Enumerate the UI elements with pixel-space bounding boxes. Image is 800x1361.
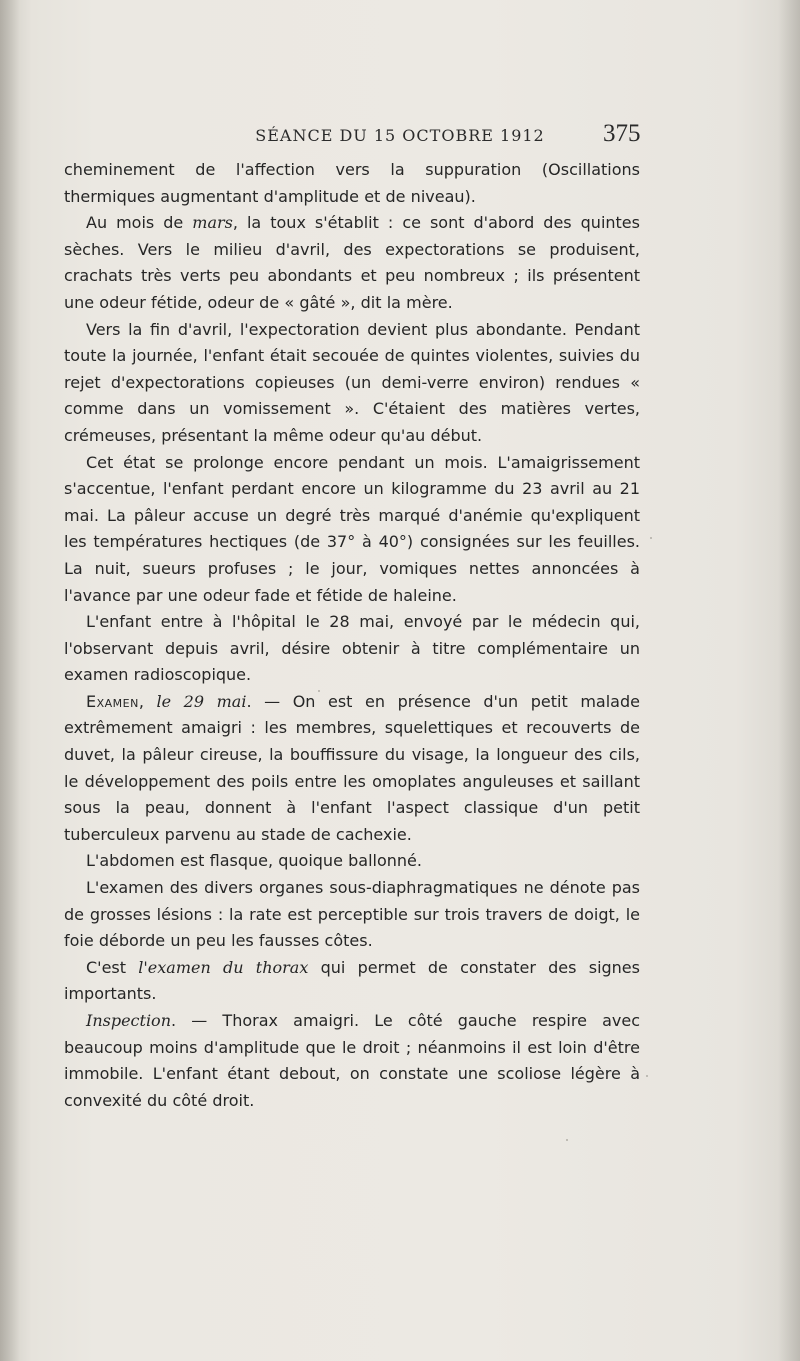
paper-speck [566, 1139, 568, 1141]
examen-heading: Examen [86, 691, 139, 711]
paragraph-10-text: . — Thorax amaigri. Le côté gauche respire avec beaucoup moins d'amplitude que le droit ; néanmoins il est loin d'être immobile. L'enfant étant debout, on constate une scoliose légère à convexité du côté droit. [64, 1011, 640, 1110]
page-header [0, 118, 800, 152]
paragraph-2-lead: Au mois de [86, 213, 193, 233]
paragraph-6-text: . — On est en présence d'un petit malade extrêmement amaigri : les membres, squelettiques et recouverts de duvet, la pâleur cireuse, la bouffissure du visage, la longueur des cils, le développement des poils entre les omoplates anguleuses et saillant sous la peau, donnent à l'enfant l'aspect classique d'un petit tuberculeux parvenu au stade de cachexie. [64, 691, 640, 844]
paragraph-1 [64, 157, 640, 210]
paragraph-10 [64, 1008, 640, 1114]
paragraph-5-text: L'enfant entre à l'hôpital le 28 mai, envoyé par le médecin qui, l'observant depuis avril, désire obtenir à titre complémentaire un examen radioscopique. [64, 612, 640, 685]
paragraph-2-italic-month: mars [192, 213, 233, 233]
paper-speck [650, 537, 652, 539]
examen-comma: , [138, 691, 157, 711]
page-number: 375 [603, 120, 641, 147]
running-head: SÉANCE DU 15 OCTOBRE 1912 [255, 126, 545, 145]
paragraph-3-text: Vers la fin d'avril, l'expectoration devient plus abondante. Pendant toute la journée, l'enfant était secouée de quintes violentes, suivies du rejet d'expectorations copieuses (un demi-verre environ) rendues « comme dans un vomissement ». C'étaient des matières vertes, crémeuses, présentant la même odeur qu'au début. [64, 319, 640, 445]
paragraph-9 [64, 955, 640, 1008]
paragraph-4 [64, 450, 640, 610]
paragraph-4-text: Cet état se prolonge encore pendant un mois. L'amaigrissement s'accentue, l'enfant perdant encore un kilogramme du 23 avril au 21 mai. La pâleur accuse un degré très marqué d'anémie qu'expliquent les températures hectiques (de 37° à 40°) consignées sur les feuilles. La nuit, sueurs profuses ; le jour, vomiques nettes annoncées à l'avance par une odeur fade et fétide de haleine. [64, 452, 640, 605]
paragraph-9-italic-phrase: l'examen du thorax [138, 957, 309, 977]
paper-speck [318, 690, 320, 692]
paragraph-5 [64, 609, 640, 689]
paragraph-7-text: L'abdomen est flasque, quoique ballonné. [86, 851, 422, 871]
examen-date: le 29 mai [156, 691, 247, 711]
paragraph-8-text: L'examen des divers organes sous-diaphragmatiques ne dénote pas de grosses lésions : la rate est perceptible sur trois travers de doigt, le foie déborde un peu les fausses côtes. [64, 878, 640, 951]
binding-shadow [0, 0, 20, 1361]
paper-speck [646, 1075, 648, 1077]
paragraph-8 [64, 875, 640, 955]
paragraph-9-text: qui permet de constater des signes importants. [64, 957, 640, 1004]
paragraph-2 [64, 210, 640, 316]
inspection-heading: Inspection [86, 1011, 171, 1030]
paragraph-9-lead: C'est [86, 957, 139, 977]
paragraph-6 [64, 689, 640, 849]
page-edge-shadow [778, 0, 800, 1361]
body-text [64, 157, 640, 1114]
paragraph-7 [64, 848, 640, 875]
paragraph-2-text: , la toux s'établit : ce sont d'abord des quintes sèches. Vers le milieu d'avril, des expectorations se produisent, crachats très verts peu abondants et peu nombreux ; ils présentent une odeur fétide, odeur de « gâté », dit la mère. [64, 213, 640, 312]
paragraph-1-text: cheminement de l'affection vers la suppuration (Oscillations thermiques augmentant d'amplitude et de niveau). [64, 160, 640, 206]
paragraph-3 [64, 317, 640, 450]
